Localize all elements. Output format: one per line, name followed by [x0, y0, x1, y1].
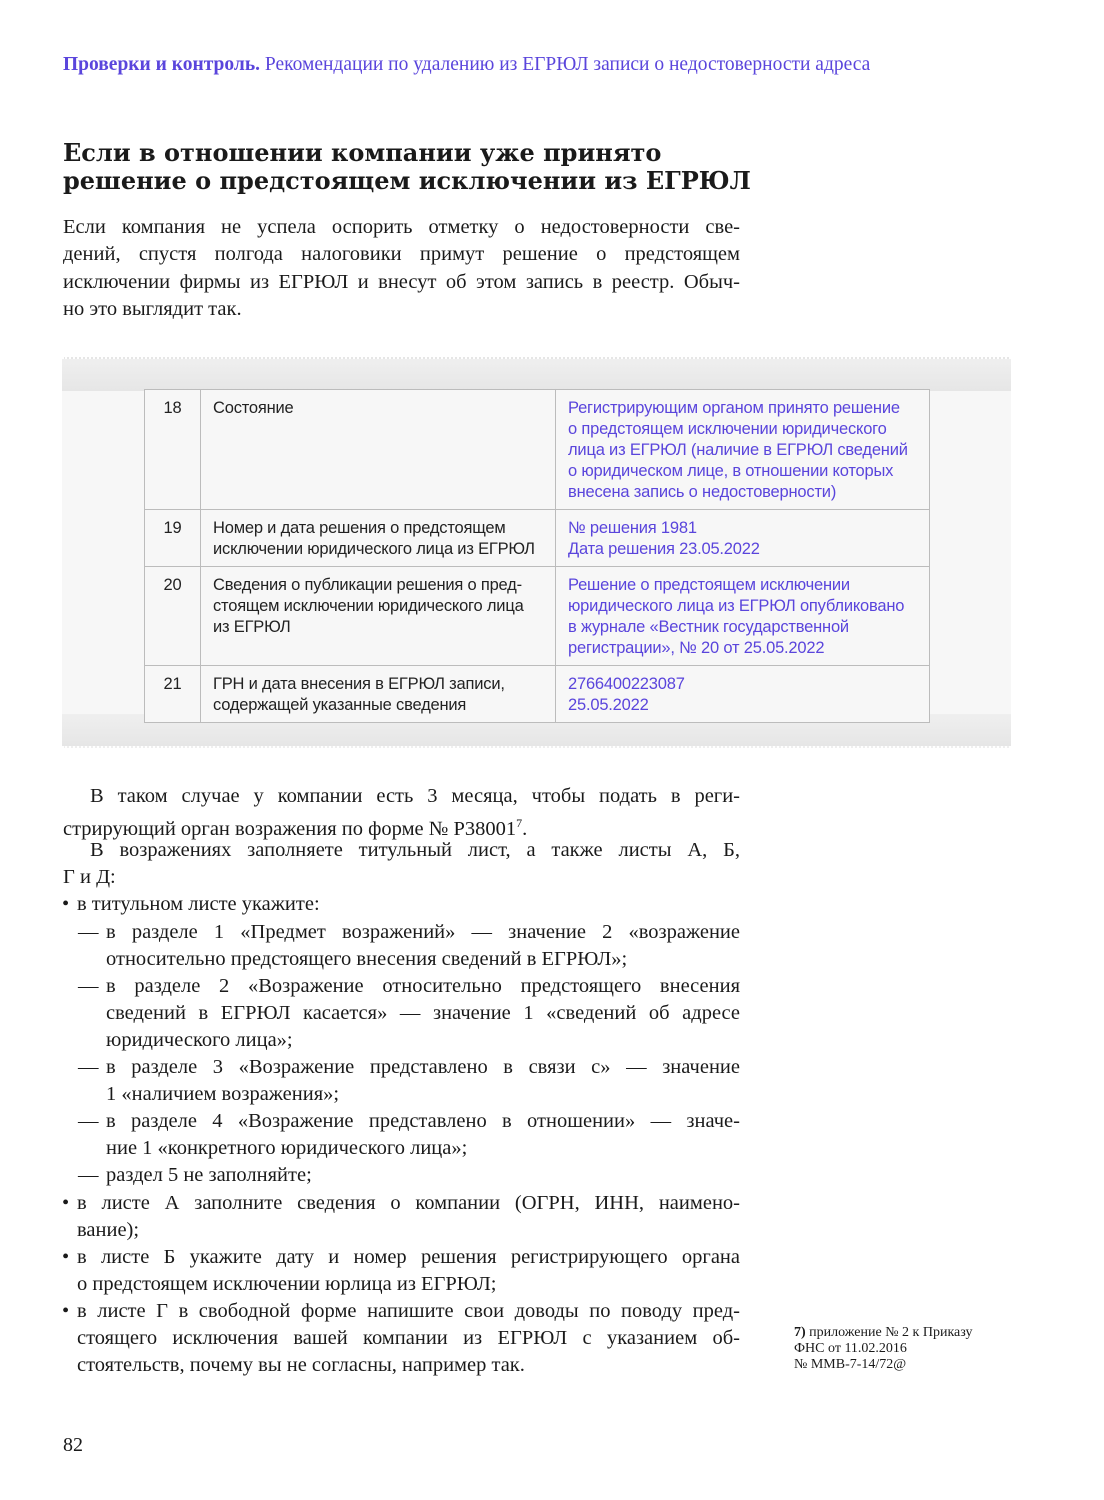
field-name-line: Номер и дата решения о предстоящем — [213, 519, 506, 537]
page-number: 82 — [63, 1434, 83, 1456]
row-number-text: 21 — [163, 675, 182, 693]
body-line — [63, 864, 740, 891]
field-value-line: 25.05.2022 — [568, 696, 649, 714]
bullet-icon: • — [62, 1245, 70, 1268]
bullet-icon: • — [62, 1191, 70, 1214]
dash-icon: — — [78, 920, 99, 943]
body-line — [90, 783, 740, 810]
row-number — [145, 666, 201, 723]
body-line — [77, 1325, 740, 1352]
field-name — [201, 666, 556, 723]
field-value-line: в журнале «Вестник государственной — [568, 618, 849, 636]
bullet-icon: • — [62, 1299, 70, 1322]
egrul-excerpt-table — [144, 389, 930, 723]
field-name-line: Состояние — [213, 399, 294, 417]
body-line — [77, 1190, 740, 1217]
field-value-line: Решение о предстоящем исключении — [568, 576, 850, 594]
field-value — [556, 567, 930, 666]
field-name — [201, 390, 556, 510]
body-line-text: раздел 5 не заполняйте; — [106, 1164, 312, 1187]
bullet-icon: • — [62, 893, 70, 916]
row-number — [145, 567, 201, 666]
body-line-text: в разделе 3 «Возражение представлено в связи с» — значение — [106, 1056, 740, 1078]
dash-icon: — — [78, 1164, 99, 1187]
body-line — [106, 973, 740, 1000]
field-name-line: ГРН и дата внесения в ЕГРЮЛ записи, — [213, 675, 505, 693]
dash-icon: — — [78, 974, 99, 997]
running-head — [63, 54, 870, 76]
field-value-line: 2766400223087 — [568, 675, 685, 693]
field-name-line: Сведения о публикации решения о пред- — [213, 576, 522, 594]
body-line — [106, 1081, 740, 1108]
field-name-line: стоящем исключении юридического лица — [213, 597, 524, 615]
table-row — [145, 567, 930, 666]
field-name — [201, 510, 556, 567]
body-line — [106, 1162, 740, 1189]
body-line — [106, 1027, 740, 1054]
row-number — [145, 390, 201, 510]
body-line-text: В таком случае у компании есть 3 месяца, чтобы подать в реги- — [90, 785, 740, 807]
body-line — [77, 1298, 740, 1325]
body-line-text: в листе А заполните сведения о компании (ОГРН, ИНН, наимено- — [77, 1191, 740, 1214]
field-value-line: о юридическом лице, в отношении которых — [568, 462, 894, 480]
field-value-line: внесена запись о недостоверности) — [568, 483, 837, 501]
field-name-line: из ЕГРЮЛ — [213, 618, 291, 636]
field-value-line: регистрации», № 20 от 25.05.2022 — [568, 639, 825, 657]
footnote-ref: 7 — [516, 816, 523, 831]
body-line — [106, 946, 740, 973]
body-line — [77, 891, 740, 918]
footnote-mark: 7) — [794, 1325, 806, 1340]
row-number — [145, 510, 201, 567]
row-number-text: 20 — [163, 576, 182, 594]
field-value-line: № решения 1981 — [568, 519, 697, 537]
body-line — [106, 1135, 740, 1162]
body-line-text: относительно предстоящего внесения сведений в ЕГРЮЛ»; — [106, 947, 628, 970]
body-line — [106, 1000, 740, 1027]
body-line-text: в разделе 2 «Возражение относительно предстоящего внесения — [106, 974, 740, 997]
field-value-line: лица из ЕГРЮЛ (наличие в ЕГРЮЛ сведений — [568, 441, 908, 459]
footnote-line: ФНС от 11.02.2016 — [794, 1341, 907, 1356]
field-value-line: юридического лица из ЕГРЮЛ опубликовано — [568, 597, 905, 615]
field-value-line: Регистрирующим органом принято решение — [568, 399, 900, 417]
body-line — [90, 837, 740, 864]
intro-line: исключении фирмы из ЕГРЮЛ и внесут об этом запись в реестр. Обыч- — [63, 270, 740, 293]
field-value — [556, 666, 930, 723]
body-line — [106, 1108, 740, 1135]
body-line-text: стоятельств, почему вы не согласны, например так. — [77, 1354, 525, 1377]
body-line-text: в листе Г в свободной форме напишите свои доводы по поводу пред- — [77, 1299, 740, 1322]
field-value-line: Дата решения 23.05.2022 — [568, 540, 760, 558]
running-head-title: Рекомендации по удалению из ЕГРЮЛ записи о недостоверности адреса — [264, 54, 871, 75]
body-line-text: в разделе 4 «Возражение представлено в отношении» — значе- — [106, 1110, 740, 1133]
body-line-text: в титульном листе укажите: — [77, 893, 320, 916]
body-line — [77, 1352, 740, 1379]
row-number-text: 19 — [163, 519, 182, 537]
dash-icon: — — [78, 1056, 99, 1078]
body-line-text: В возражениях заполняете титульный лист, а также листы А, Б, — [90, 839, 740, 862]
intro-line: но это выглядит так. — [63, 297, 242, 320]
running-head-section: Проверки и контроль. — [63, 54, 261, 75]
dash-icon: — — [78, 1110, 99, 1133]
body-line-tail: . — [522, 817, 528, 840]
section-heading — [63, 139, 751, 195]
table-row — [145, 510, 930, 567]
body-line — [77, 1244, 740, 1271]
body-line-text: Г и Д: — [63, 866, 116, 889]
body-line-text: сведений в ЕГРЮЛ касается» — значение 1 «сведений об адресе — [106, 1001, 740, 1024]
body-line-text: стрирующий орган возражения по форме № Р38001 — [63, 817, 517, 840]
field-value — [556, 390, 930, 510]
heading-line: решение о предстоящем исключении из ЕГРЮЛ — [63, 166, 751, 195]
heading-line: Если в отношении компании уже принято — [63, 138, 662, 167]
field-value — [556, 510, 930, 567]
body-line-text: в листе Б укажите дату и номер решения регистрирующего органа — [77, 1245, 740, 1268]
body-line — [77, 1271, 740, 1298]
body-line — [77, 1217, 740, 1244]
footnote — [794, 1325, 973, 1373]
field-value-line: о предстоящем исключении юридического — [568, 420, 887, 438]
body-line-text: в разделе 1 «Предмет возражений» — значение 2 «возражение — [106, 920, 740, 943]
table-row — [145, 390, 930, 510]
footnote-line: № ММВ-7-14/72@ — [794, 1357, 907, 1372]
body-line-text: стоящего исключения вашей компании из ЕГРЮЛ с указанием об- — [77, 1327, 740, 1349]
field-name — [201, 567, 556, 666]
body-line-text: о предстоящем исключении юрлица из ЕГРЮЛ; — [77, 1272, 497, 1295]
intro-line: Если компания не успела оспорить отметку о недостоверности све- — [63, 216, 740, 238]
body-line — [106, 1054, 740, 1081]
table-row — [145, 666, 930, 723]
body-line — [106, 919, 740, 946]
body-line-text: вание); — [77, 1218, 140, 1241]
field-name-line: содержащей указанные сведения — [213, 696, 467, 714]
footnote-line: приложение № 2 к Приказу — [809, 1325, 973, 1340]
body-line-text: юридического лица»; — [106, 1028, 293, 1051]
body-line-text: 1 «наличием возражения»; — [106, 1083, 340, 1106]
body-line-text: ние 1 «конкретного юридического лица»; — [106, 1137, 468, 1160]
row-number-text: 18 — [163, 399, 182, 417]
field-name-line: исключении юридического лица из ЕГРЮЛ — [213, 540, 535, 558]
intro-line: дений, спустя полгода налоговики примут решение о предстоящем — [63, 243, 740, 266]
